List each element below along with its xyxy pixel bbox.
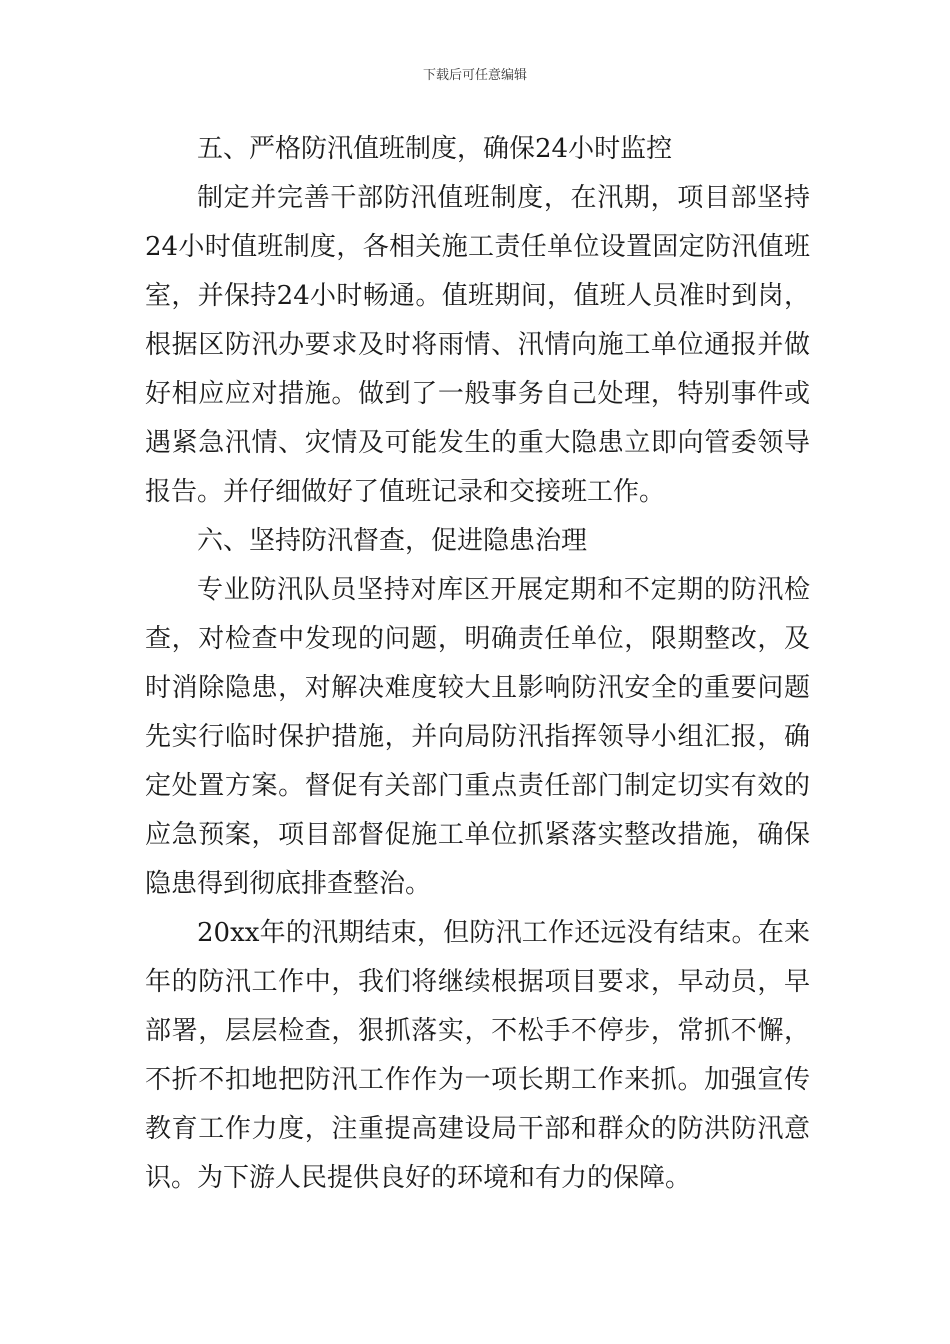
paragraph-duty-system: 制定并完善干部防汛值班制度，在汛期，项目部坚持24小时值班制度，各相关施工责任单位设置固定防汛值班室，并保持24小时畅通。值班期间，值班人员准时到岗，根据区防汛办要求及时将雨情、汛情向施工单位通报并做好相应应对措施。做到了一般事务自己处理，特别事件或遇紧急汛情、灾情及可能发生的重大隐患立即向管委领导报告。并仔细做好了值班记录和交接班工作。 [145,183,810,507]
document-body [145,125,810,1203]
paragraph-inspection: 专业防汛队员坚持对库区开展定期和不定期的防汛检查，对检查中发现的问题，明确责任单位，限期整改，及时消除隐患，对解决难度较大且影响防汛安全的重要问题先实行临时保护措施，并向局防汛指挥领导小组汇报，确定处置方案。督促有关部门重点责任部门制定切实有效的应急预案，项目部督促施工单位抓紧落实整改措施，确保隐患得到彻底排查整治。 [145,575,810,899]
section-heading-6: 六、坚持防汛督查，促进隐患治理 [197,526,588,556]
page-header: 下载后可任意编辑 [422,68,527,83]
section-heading-5: 五、严格防汛值班制度，确保24小时监控 [197,134,673,164]
paragraph-conclusion: 20xx年的汛期结束，但防汛工作还远没有结束。在来年的防汛工作中，我们将继续根据项目要求，早动员，早部署，层层检查，狠抓落实，不松手不停步，常抓不懈，不折不扣地把防汛工作作为一项长期工作来抓。加强宣传教育工作力度，注重提高建设局干部和群众的防洪防汛意识。为下游人民提供良好的环境和有力的保障。 [145,918,810,1193]
